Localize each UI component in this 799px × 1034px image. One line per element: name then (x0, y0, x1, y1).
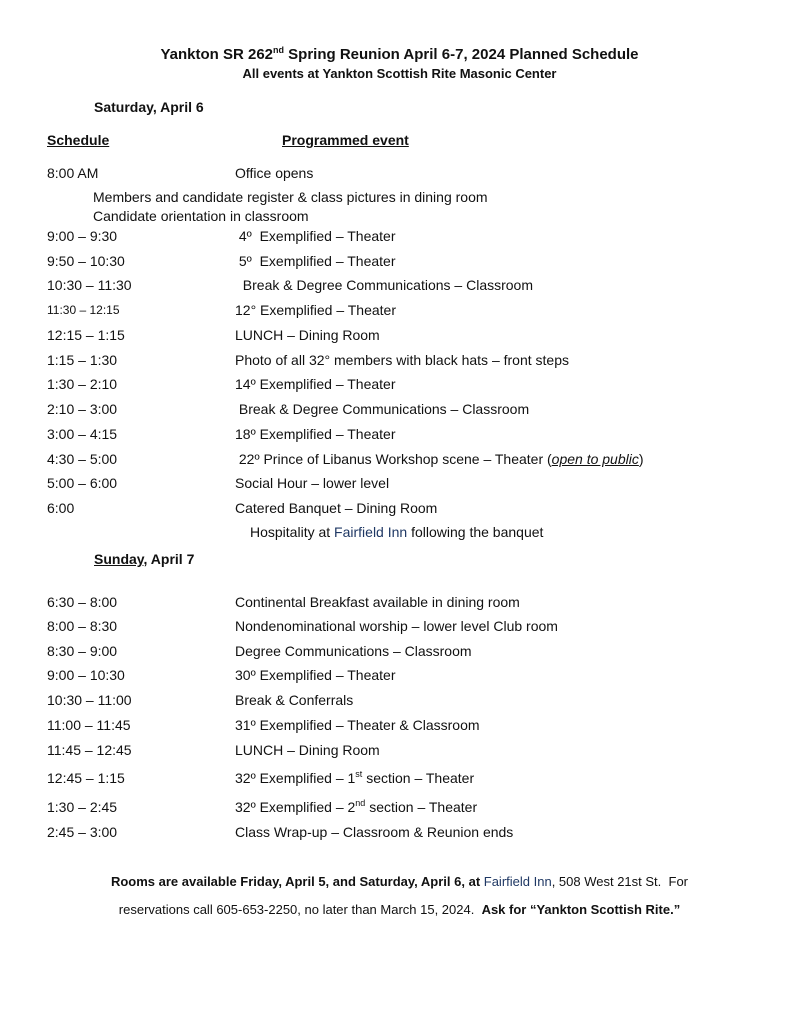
sun-event-2: Degree Communications – Classroom (235, 643, 472, 659)
sun-event-8 (235, 799, 477, 815)
reservations-text: reservations call 605-653-2250, no later than March 15, 2024. (118, 902, 482, 917)
document-subtitle: All events at Yankton Scottish Rite Masonic Center (242, 66, 557, 81)
document-title (0, 46, 799, 63)
first-section-sup: st (355, 769, 363, 779)
sunday-heading-date: April 7 (147, 551, 195, 567)
sat-time-9: 3:00 – 4:15 (47, 426, 118, 442)
sat-time-6: 1:15 – 1:30 (47, 352, 118, 368)
sat-event-11: Social Hour – lower level (235, 475, 390, 491)
title-superscript: nd (273, 45, 284, 55)
sun-time-4: 10:30 – 11:00 (47, 692, 132, 708)
rooms-place: Fairfield Inn (483, 874, 552, 889)
sat-time-4: 11:30 – 12:15 (47, 303, 120, 317)
sun-event-7 (235, 770, 474, 786)
sun-time-9: 2:45 – 3:00 (47, 824, 118, 840)
ask-for-text: Ask for “Yankton Scottish Rite.” (481, 902, 681, 917)
sunday-heading-day: Sunday, (94, 551, 148, 567)
rooms-footer-line2 (0, 902, 799, 917)
workshop-event-text: 22º Prince of Libanus Workshop scene – Theater ( (235, 451, 552, 467)
sun-time-5: 11:00 – 11:45 (47, 717, 131, 733)
sat-event-1: 4º Exemplified – Theater (235, 228, 396, 244)
open-to-public-note: open to public (551, 451, 639, 467)
sun-event-3: 30º Exemplified – Theater (235, 667, 396, 683)
second-section-text: 32º Exemplified – 2 (235, 799, 356, 815)
sun-time-7: 12:45 – 1:15 (47, 770, 125, 786)
sun-time-0: 6:30 – 8:00 (47, 594, 118, 610)
sun-time-6: 11:45 – 12:45 (47, 742, 132, 758)
second-section-text-rest: section – Theater (365, 799, 478, 815)
sat-event-4: 12° Exemplified – Theater (235, 302, 396, 318)
sun-event-5: 31º Exemplified – Theater & Classroom (235, 717, 480, 733)
second-section-sup: nd (355, 798, 366, 808)
sat-time-1: 9:00 – 9:30 (47, 228, 118, 244)
sat-event-3: Break & Degree Communications – Classroom (235, 277, 534, 293)
sat-time-10: 4:30 – 5:00 (47, 451, 118, 467)
sat-note-1: Candidate orientation in classroom (93, 208, 309, 224)
sat-time-5: 12:15 – 1:15 (47, 327, 125, 343)
sat-time-7: 1:30 – 2:10 (47, 376, 118, 392)
sat-time-0: 8:00 AM (47, 165, 99, 181)
sat-time-12: 6:00 (47, 500, 75, 516)
sun-time-1: 8:00 – 8:30 (47, 618, 118, 634)
sat-time-11: 5:00 – 6:00 (47, 475, 118, 491)
sat-event-8: Break & Degree Communications – Classroom (235, 401, 530, 417)
sat-time-3: 10:30 – 11:30 (47, 277, 132, 293)
hospitality-place: Fairfield Inn (334, 524, 408, 540)
sat-event-10 (235, 451, 644, 467)
first-section-text-rest: section – Theater (362, 770, 475, 786)
sat-note-0: Members and candidate register & class pictures in dining room (93, 189, 488, 205)
workshop-event-close: ) (638, 451, 644, 467)
hospitality-text: Hospitality at (250, 524, 335, 540)
rooms-text: Rooms are available Friday, April 5, and Saturday, April 6, at (110, 874, 484, 889)
sat-event-9: 18º Exemplified – Theater (235, 426, 396, 442)
sun-time-3: 9:00 – 10:30 (47, 667, 125, 683)
sat-event-7: 14º Exemplified – Theater (235, 376, 396, 392)
rooms-address: , 508 West 21st St. For (551, 874, 689, 889)
title-text: Yankton SR 262 (160, 46, 273, 63)
first-section-text: 32º Exemplified – 1 (235, 770, 356, 786)
sat-time-8: 2:10 – 3:00 (47, 401, 118, 417)
sunday-heading (94, 551, 194, 567)
sun-event-4: Break & Conferrals (235, 692, 354, 708)
rooms-footer-line1 (0, 874, 799, 889)
sat-event-6: Photo of all 32° members with black hats – front steps (235, 352, 569, 368)
hospitality-text-rest: following the banquet (407, 524, 544, 540)
sat-event-2: 5º Exemplified – Theater (235, 253, 396, 269)
sun-event-6: LUNCH – Dining Room (235, 742, 380, 758)
sat-event-5: LUNCH – Dining Room (235, 327, 380, 343)
sat-time-2: 9:50 – 10:30 (47, 253, 125, 269)
sat-event-12: Catered Banquet – Dining Room (235, 500, 438, 516)
saturday-heading: Saturday, April 6 (94, 99, 204, 115)
event-column-header: Programmed event (282, 132, 409, 148)
sun-event-0: Continental Breakfast available in dining room (235, 594, 520, 610)
sun-event-9: Class Wrap-up – Classroom & Reunion ends (235, 824, 514, 840)
schedule-column-header: Schedule (47, 132, 110, 148)
sun-time-8: 1:30 – 2:45 (47, 799, 118, 815)
sat-event-0: Office opens (235, 165, 314, 181)
sun-time-2: 8:30 – 9:00 (47, 643, 118, 659)
title-text-rest: Spring Reunion April 6-7, 2024 Planned Schedule (284, 46, 639, 63)
sun-event-1: Nondenominational worship – lower level Club room (235, 618, 558, 634)
hospitality-note (250, 524, 543, 540)
